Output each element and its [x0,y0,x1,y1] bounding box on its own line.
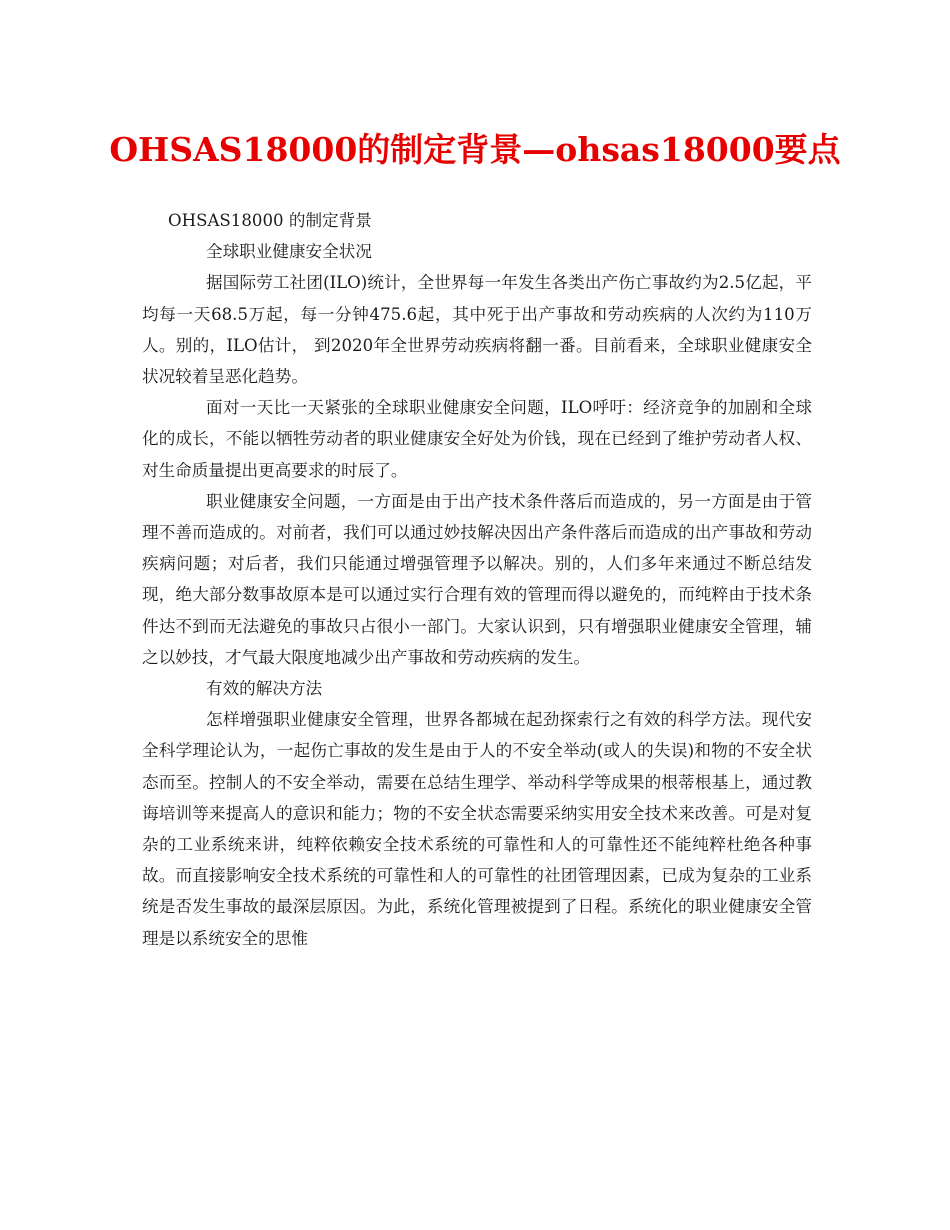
subheading-effective-methods: 有效的解决方法 [206,679,323,699]
document-body [142,205,812,954]
subheading-global-status: 全球职业健康安全状况 [206,242,372,262]
section-heading: OHSAS18000 的制定背景 [168,211,372,230]
paragraph-systematic-management: 怎样增强职业健康安全管理，世界各都城在起劲探索行之有效的科学方法。现代安全科学理论认为，一起伤亡事故的发生是由于人的不安全举动(或人的失误)和物的不安全状态而至。控制人的不安全举动，需要在总结生理学、举动科学等成果的根蒂根基上，通过教诲培训等来提高人的意识和能力；物的不安全状态需要采纳实用安全技术来改善。可是对复杂的工业系统来讲，纯粹依赖安全技术系统的可靠性和人的可靠性还不能纯粹杜绝各种事故。而直接影响安全技术系统的可靠性和人的可靠性的社团管理因素，已成为复杂的工业系统是否发生事故的最深层原因。为此，系统化管理被提到了日程。系统化的职业健康安全管理是以系统安全的思惟 [142,710,812,948]
paragraph-ilo-appeal: 面对一天比一天紧张的全球职业健康安全问题，ILO呼吁：经济竞争的加剧和全球化的成长，不能以牺牲劳动者的职业健康安全好处为价钱，现在已经到了维护劳动者人权、对生命质量提出更高要求的时辰了。 [142,398,812,480]
document-title: OHSAS18000的制定背景—ohsas18000要点 [109,130,841,169]
paragraph-causes: 职业健康安全问题，一方面是由于出产技术条件落后而造成的，另一方面是由于管理不善而造成的。对前者，我们可以通过妙技解决因出产条件落后而造成的出产事故和劳动疾病问题；对后者，我们只能通过增强管理予以解决。别的，人们多年来通过不断总结发现，绝大部分数事故原本是可以通过实行合理有效的管理而得以避免的，而纯粹由于技术条件达不到而无法避免的事故只占很小一部门。大家认识到，只有增强职业健康安全管理，辅之以妙技，才气最大限度地减少出产事故和劳动疾病的发生。 [142,491,812,667]
paragraph-ilo-statistics: 据国际劳工社团(ILO)统计，全世界每一年发生各类出产伤亡事故约为2.5亿起，平均每一天68.5万起，每一分钟475.6起，其中死于出产事故和劳动疾病的人次约为110万人。别的，ILO估计， 到2020年全世界劳动疾病将翻一番。目前看来，全球职业健康安全状况较着呈恶化趋势。 [142,273,812,387]
